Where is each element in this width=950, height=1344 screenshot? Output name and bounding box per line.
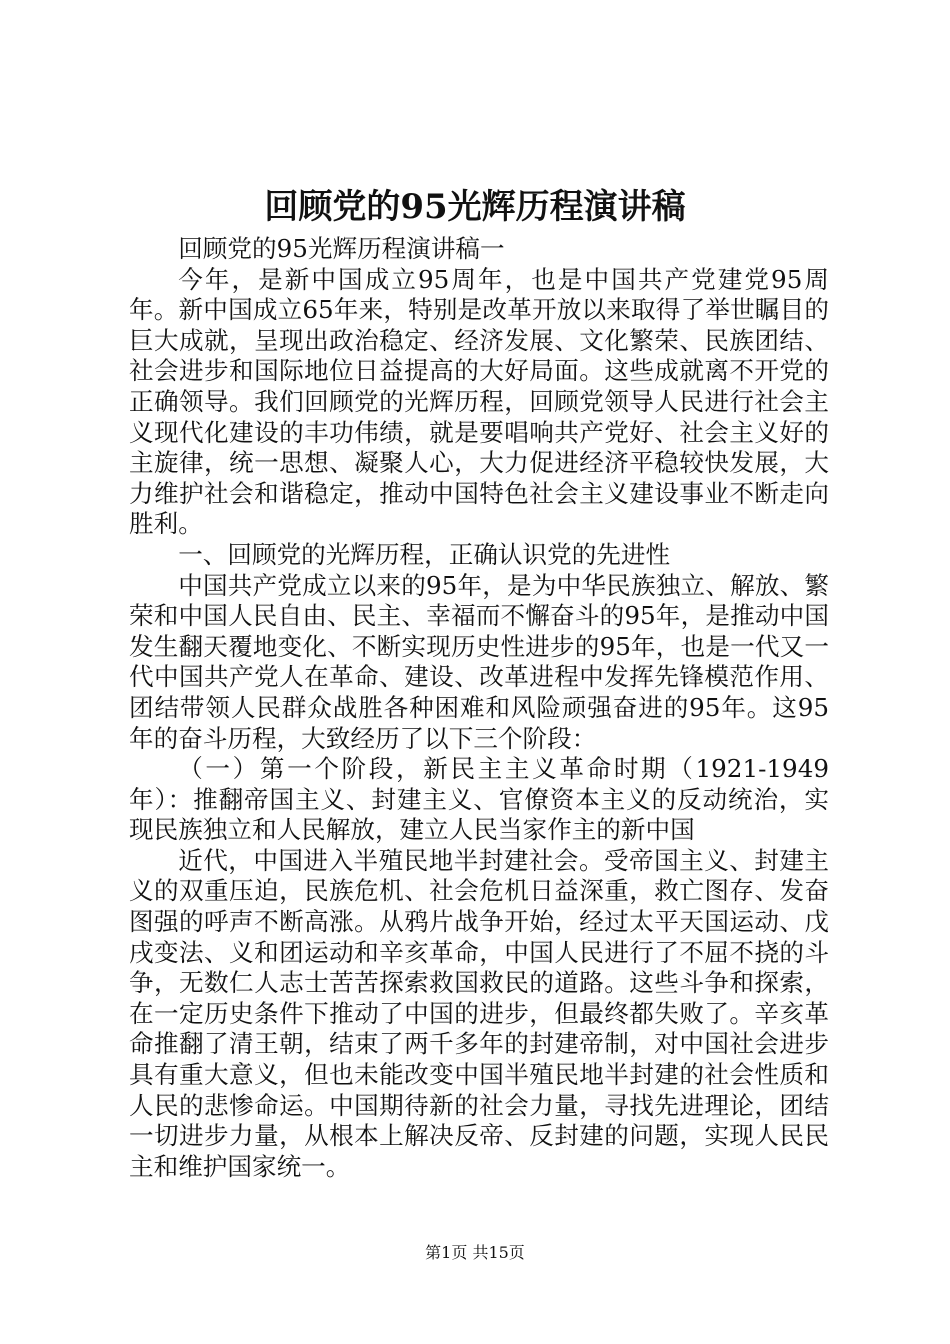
document-body <box>129 234 829 1182</box>
paragraph-modern-history: 近代，中国进入半殖民地半封建社会。受帝国主义、封建主义的双重压迫，民族危机、社会危机日益深重，救亡图存、发奋图强的呼声不断高涨。从鸦片战争开始，经过太平天国运动、戊戌变法、义和团运动和辛亥革命，中国人民进行了不屈不挠的斗争，无数仁人志士苦苦探索救国救民的道路。这些斗争和探索，在一定历史条件下推动了中国的进步，但最终都失败了。辛亥革命推翻了清王朝，结束了两千多年的封建帝制，对中国社会进步具有重大意义，但也未能改变中国半殖民地半封建的社会性质和人民的悲惨命运。中国期待新的社会力量，寻找先进理论，团结一切进步力量，从根本上解决反帝、反封建的问题，实现人民民主和维护国家统一。 <box>129 845 829 1181</box>
section-heading-1: 一、回顾党的光辉历程，正确认识党的先进性 <box>178 539 671 569</box>
paragraph-section-1: 中国共产党成立以来的95年，是为中华民族独立、解放、繁荣和中国人民自由、民主、幸福而不懈奋斗的95年，是推动中国发生翻天覆地变化、不断实现历史性进步的95年，也是一代又一代中国共产党人在革命、建设、改革进程中发挥先锋模范作用、团结带领人民群众战胜各种困难和风险顽强奋进的95年。这95年的奋斗历程，大致经历了以下三个阶段： <box>129 570 829 753</box>
page-footer: 第1页 共15页 <box>425 1243 525 1262</box>
document-title: 回顾党的95光辉历程演讲稿 <box>264 187 686 227</box>
paragraph-subtitle: 回顾党的95光辉历程演讲稿一 <box>178 234 505 263</box>
paragraph-intro: 今年，是新中国成立95周年，也是中国共产党建党95周年。新中国成立65年来，特别是改革开放以来取得了举世瞩目的巨大成就，呈现出政治稳定、经济发展、文化繁荣、民族团结、社会进步和国际地位日益提高的大好局面。这些成就离不开党的正确领导。我们回顾党的光辉历程，回顾党领导人民进行社会主义现代化建设的丰功伟绩，就是要唱响共产党好、社会主义好的主旋律，统一思想、凝聚人心，大力促进经济平稳较快发展，大力维护社会和谐稳定，推动中国特色社会主义建设事业不断走向胜利。 <box>129 264 829 539</box>
subsection-heading-1: （一）第一个阶段，新民主主义革命时期（1921-1949年）：推翻帝国主义、封建主义、官僚资本主义的反动统治，实现民族独立和人民解放，建立人民当家作主的新中国 <box>129 754 829 845</box>
